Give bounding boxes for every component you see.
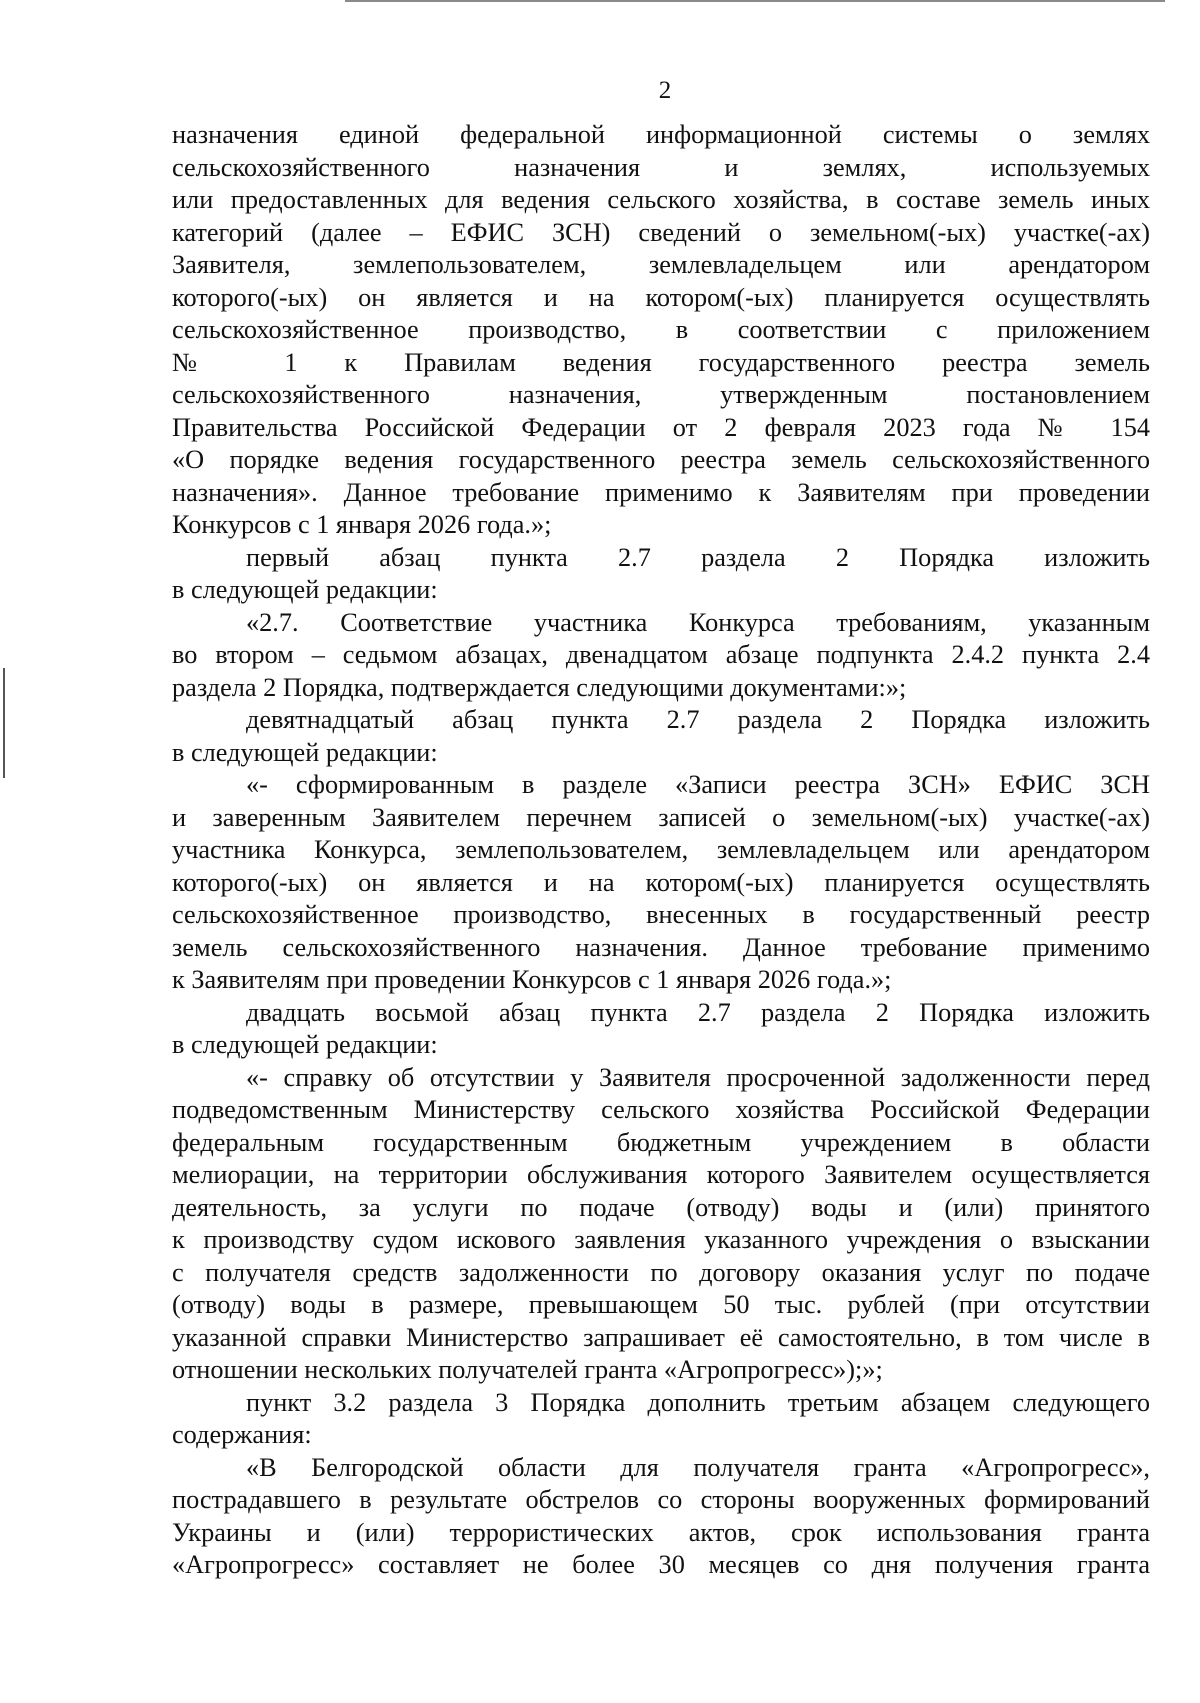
- text-line: пострадавшего в результате обстрелов со стороны вооруженных формирований: [172, 1485, 1150, 1514]
- document-body: [172, 119, 1150, 1582]
- text-line: которого(-ых) он является и на котором(-ых) планируется осуществлять: [172, 282, 1150, 312]
- text-line: содержания:: [172, 1420, 312, 1449]
- text-line: или предоставленных для ведения сельского хозяйства, в составе земель иных: [172, 185, 1150, 214]
- paragraph-first-line: «В Белгородской области для получателя гранта «Агропрогресс»,: [246, 1452, 1150, 1482]
- text-line: подведомственным Министерству сельского хозяйства Российской Федерации: [172, 1095, 1150, 1124]
- text-line: назначения». Данное требование применимо к Заявителям при проведении: [172, 477, 1150, 507]
- text-line: к производству судом искового заявления указанного учреждения о взыскании: [172, 1225, 1150, 1254]
- text-line: назначения единой федеральной информационной системы о землях: [172, 120, 1150, 149]
- text-line: указанной справки Министерство запрашивает её самостоятельно, в том числе в: [172, 1322, 1150, 1352]
- scan-left-edge-mark: [3, 668, 5, 778]
- text-line: «Агропрогресс» составляет не более 30 месяцев со дня получения гранта: [172, 1550, 1150, 1579]
- text-line: сельскохозяйственного назначения и землях, используемых: [172, 152, 1150, 182]
- text-line: в следующей редакции:: [172, 575, 438, 604]
- paragraph-first-line: «- сформированным в разделе «Записи реестра ЗСН» ЕФИС ЗСН: [246, 770, 1150, 799]
- text-line: Заявителя, землепользователем, землевладельцем или арендатором: [172, 250, 1150, 279]
- paragraph-first-line: «- справку об отсутствии у Заявителя просроченной задолженности перед: [246, 1062, 1150, 1092]
- text-line: во втором – седьмом абзацах, двенадцатом абзаце подпункта 2.4.2 пункта 2.4: [172, 640, 1150, 669]
- paragraph-first-line: «2.7. Соответствие участника Конкурса требованиям, указанным: [246, 607, 1150, 637]
- text-line: Правительства Российской Федерации от 2 февраля 2023 года № 154: [172, 412, 1150, 442]
- text-line: № 1 к Правилам ведения государственного реестра земель: [172, 347, 1150, 377]
- text-line: сельскохозяйственное производство, внесенных в государственный реестр: [172, 900, 1150, 929]
- page-number: 2: [658, 77, 672, 104]
- text-line: с получателя средств задолженности по договору оказания услуг по подаче: [172, 1257, 1150, 1287]
- text-line: в следующей редакции:: [172, 737, 438, 767]
- text-line: к Заявителям при проведении Конкурсов с 1 января 2026 года.»;: [172, 965, 892, 994]
- text-line: которого(-ых) он является и на котором(-ых) планируется осуществлять: [172, 867, 1150, 897]
- text-line: и заверенным Заявителем перечнем записей о земельном(-ых) участке(-ах): [172, 802, 1150, 832]
- text-line: деятельность, за услуги по подаче (отводу) воды и (или) принятого: [172, 1192, 1150, 1222]
- text-line: отношении нескольких получателей гранта «Агропрогресс»);»;: [172, 1355, 883, 1384]
- text-line: земель сельскохозяйственного назначения. Данное требование применимо: [172, 932, 1150, 962]
- paragraph-first-line: пункт 3.2 раздела 3 Порядка дополнить третьим абзацем следующего: [246, 1387, 1150, 1417]
- text-line: в следующей редакции:: [172, 1030, 438, 1059]
- text-line: участника Конкурса, землепользователем, землевладельцем или арендатором: [172, 835, 1150, 864]
- text-line: сельскохозяйственного назначения, утвержденным постановлением: [172, 380, 1150, 409]
- paragraph-first-line: первый абзац пункта 2.7 раздела 2 Порядка изложить: [246, 542, 1150, 572]
- text-line: федеральным государственным бюджетным учреждением в области: [172, 1127, 1150, 1157]
- text-line: раздела 2 Порядка, подтверждается следующими документами:»;: [172, 672, 907, 702]
- text-line: Украины и (или) террористических актов, срок использования гранта: [172, 1517, 1150, 1547]
- text-line: «О порядке ведения государственного реестра земель сельскохозяйственного: [172, 445, 1150, 474]
- paragraph-first-line: двадцать восьмой абзац пункта 2.7 раздела 2 Порядка изложить: [246, 997, 1150, 1027]
- scan-top-edge-line: [345, 0, 1165, 2]
- text-line: мелиорации, на территории обслуживания которого Заявителем осуществляется: [172, 1160, 1150, 1189]
- text-line: (отводу) воды в размере, превышающем 50 тыс. рублей (при отсутствии: [172, 1290, 1150, 1319]
- text-line: Конкурсов с 1 января 2026 года.»;: [172, 510, 552, 539]
- paragraph-first-line: девятнадцатый абзац пункта 2.7 раздела 2 Порядка изложить: [246, 705, 1150, 734]
- text-line: категорий (далее – ЕФИС ЗСН) сведений о земельном(-ых) участке(-ах): [172, 217, 1150, 247]
- text-line: сельскохозяйственное производство, в соответствии с приложением: [172, 315, 1150, 344]
